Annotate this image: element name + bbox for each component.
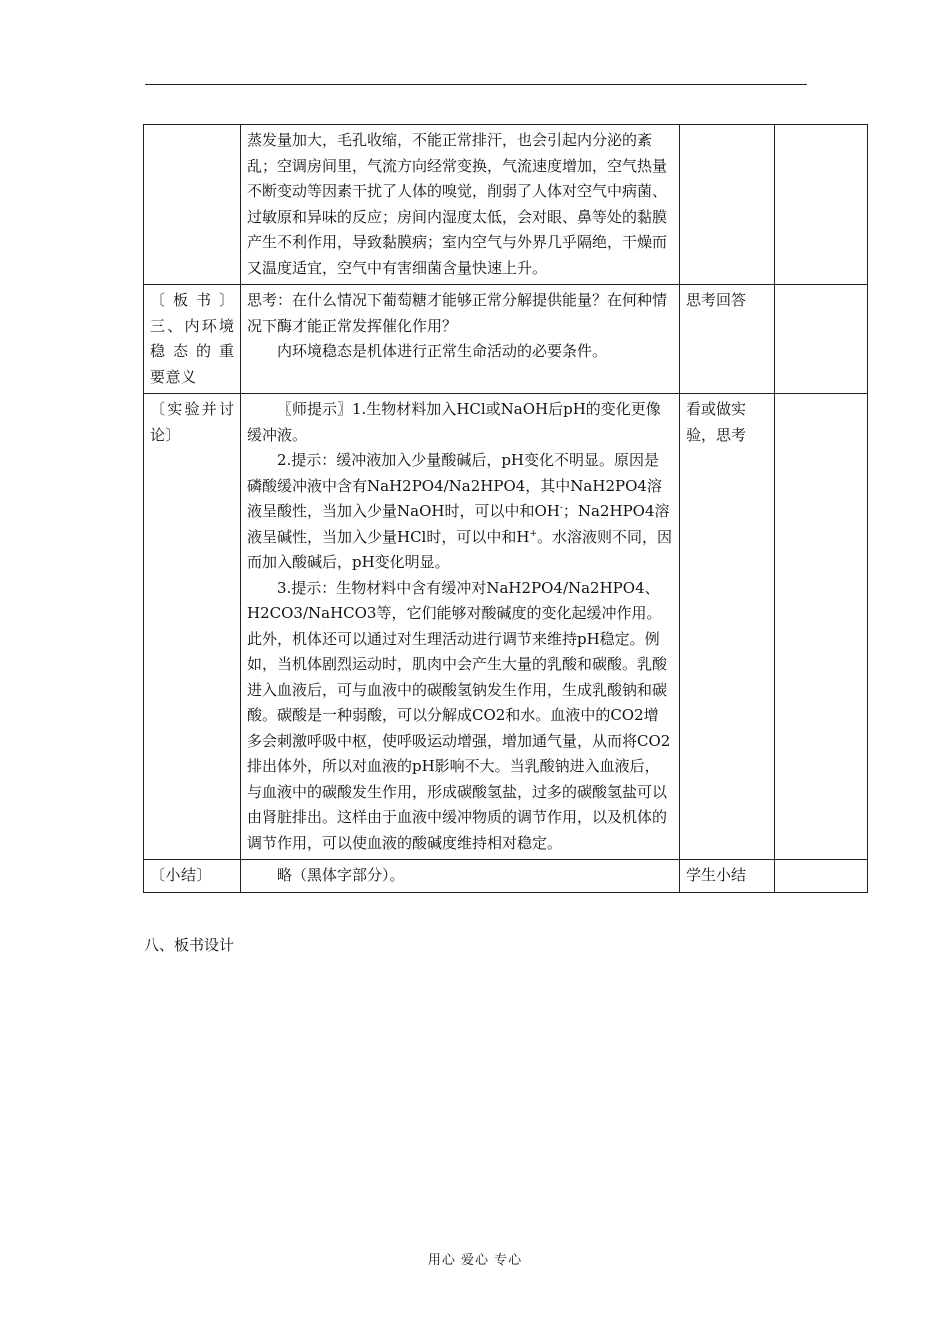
content-paragraph: 〖师提示〗1.生物材料加入HCl或NaOH后pH的变化更像缓冲液。 <box>247 400 661 444</box>
row-activity-cell: 看或做实验，思考 <box>680 394 775 860</box>
content-text: ；Na2HPO4溶液呈碱性，当加入少量HCl时，可以中和H <box>247 502 670 546</box>
row-label-line: 要意义 <box>150 367 197 386</box>
row-notes-cell <box>775 285 868 394</box>
row-activity-cell <box>680 125 775 285</box>
table-row <box>144 394 868 860</box>
row-label-cell <box>144 285 241 394</box>
table-row <box>144 860 868 893</box>
row-content-cell <box>241 125 680 285</box>
header-rule <box>145 84 807 85</box>
row-label-line: 〔实验并讨 <box>150 400 234 418</box>
row-label-cell <box>144 860 241 893</box>
row-activity-cell: 学生小结 <box>680 860 775 893</box>
row-activity-cell: 思考回答 <box>680 285 775 394</box>
page-footer: 用心 爱心 专心 <box>427 1253 523 1268</box>
content-paragraph: 思考：在什么情况下葡萄糖才能够正常分解提供能量？在何种情况下酶才能正常发挥催化作用？ <box>247 291 668 335</box>
row-notes-cell <box>775 394 868 860</box>
row-content-cell <box>241 860 680 893</box>
lesson-plan-table <box>143 124 868 893</box>
row-notes-cell <box>775 125 868 285</box>
row-label-line: 稳态的重 <box>150 342 234 360</box>
content-paragraph: 蒸发量加大，毛孔收缩，不能正常排汗，也会引起内分泌的紊乱；空调房间里，气流方向经常变换，气流速度增加，空气热量不断变动等因素干扰了人体的嗅觉，削弱了人体对空气中病菌、过敏原和异味的反应；房间内湿度太低，会对眼、鼻等处的黏膜产生不利作用，导致黏膜病；室内空气与外界几乎隔绝，干燥而又温度适宜，空气中有害细菌含量快速上升。 <box>247 131 668 277</box>
row-content-cell <box>241 394 680 860</box>
content-paragraph: 内环境稳态是机体进行正常生命活动的必要条件。 <box>277 342 608 360</box>
table-row <box>144 125 868 285</box>
content-paragraph: 3.提示：生物材料中含有缓冲对NaH2PO4/Na2HPO4、H2CO3/NaHCO3等，它们能够对酸碱度的变化起缓冲作用。此外，机体还可以通过对生理活动进行调节来维持pH稳定。例如，当机体剧烈运动时，肌肉中会产生大量的乳酸和碳酸。乳酸进入血液后，可与血液中的碳酸氢钠发生作用，生成乳酸钠和碳酸。碳酸是一种弱酸，可以分解成CO2和水。血液中的CO2增多会刺激呼吸中枢，使呼吸运动增强，增加通气量，从而将CO2排出体外，所以对血液的pH影响不大。当乳酸钠进入血液后，与血液中的碳酸发生作用，形成碳酸氢盐，过多的碳酸氢盐可以由肾脏排出。这样由于血液中缓冲物质的调节作用，以及机体的调节作用，可以使血液的酸碱度维持相对稳定。 <box>247 578 671 852</box>
row-label-line: 〔板书〕 <box>150 291 234 309</box>
row-content-cell <box>241 285 680 394</box>
table-row <box>144 285 868 394</box>
content-text: 2.提示：缓冲液加入少量酸碱后，pH变化不明显。原因是磷酸缓冲液中含有NaH2PO4/Na2HPO4，其中NaH2PO4溶液呈酸性，当加入少量NaOH时，可以中和OH <box>247 451 662 520</box>
content-paragraph: 略（黑体字部分）。 <box>277 866 405 884</box>
content-paragraph <box>247 448 673 576</box>
superscript: - <box>559 503 563 513</box>
section-heading: 八、板书设计 <box>144 936 235 954</box>
row-label-cell <box>144 125 241 285</box>
content-text: 。水溶液则不同，因而加入酸碱后，pH变化明显。 <box>247 527 673 571</box>
row-label-line: 论〕 <box>150 425 182 444</box>
superscript: + <box>529 528 537 539</box>
row-notes-cell <box>775 860 868 893</box>
row-label-line: 〔小结〕 <box>150 866 213 884</box>
row-label-cell <box>144 394 241 860</box>
row-label-line: 三、内环境 <box>150 316 234 335</box>
